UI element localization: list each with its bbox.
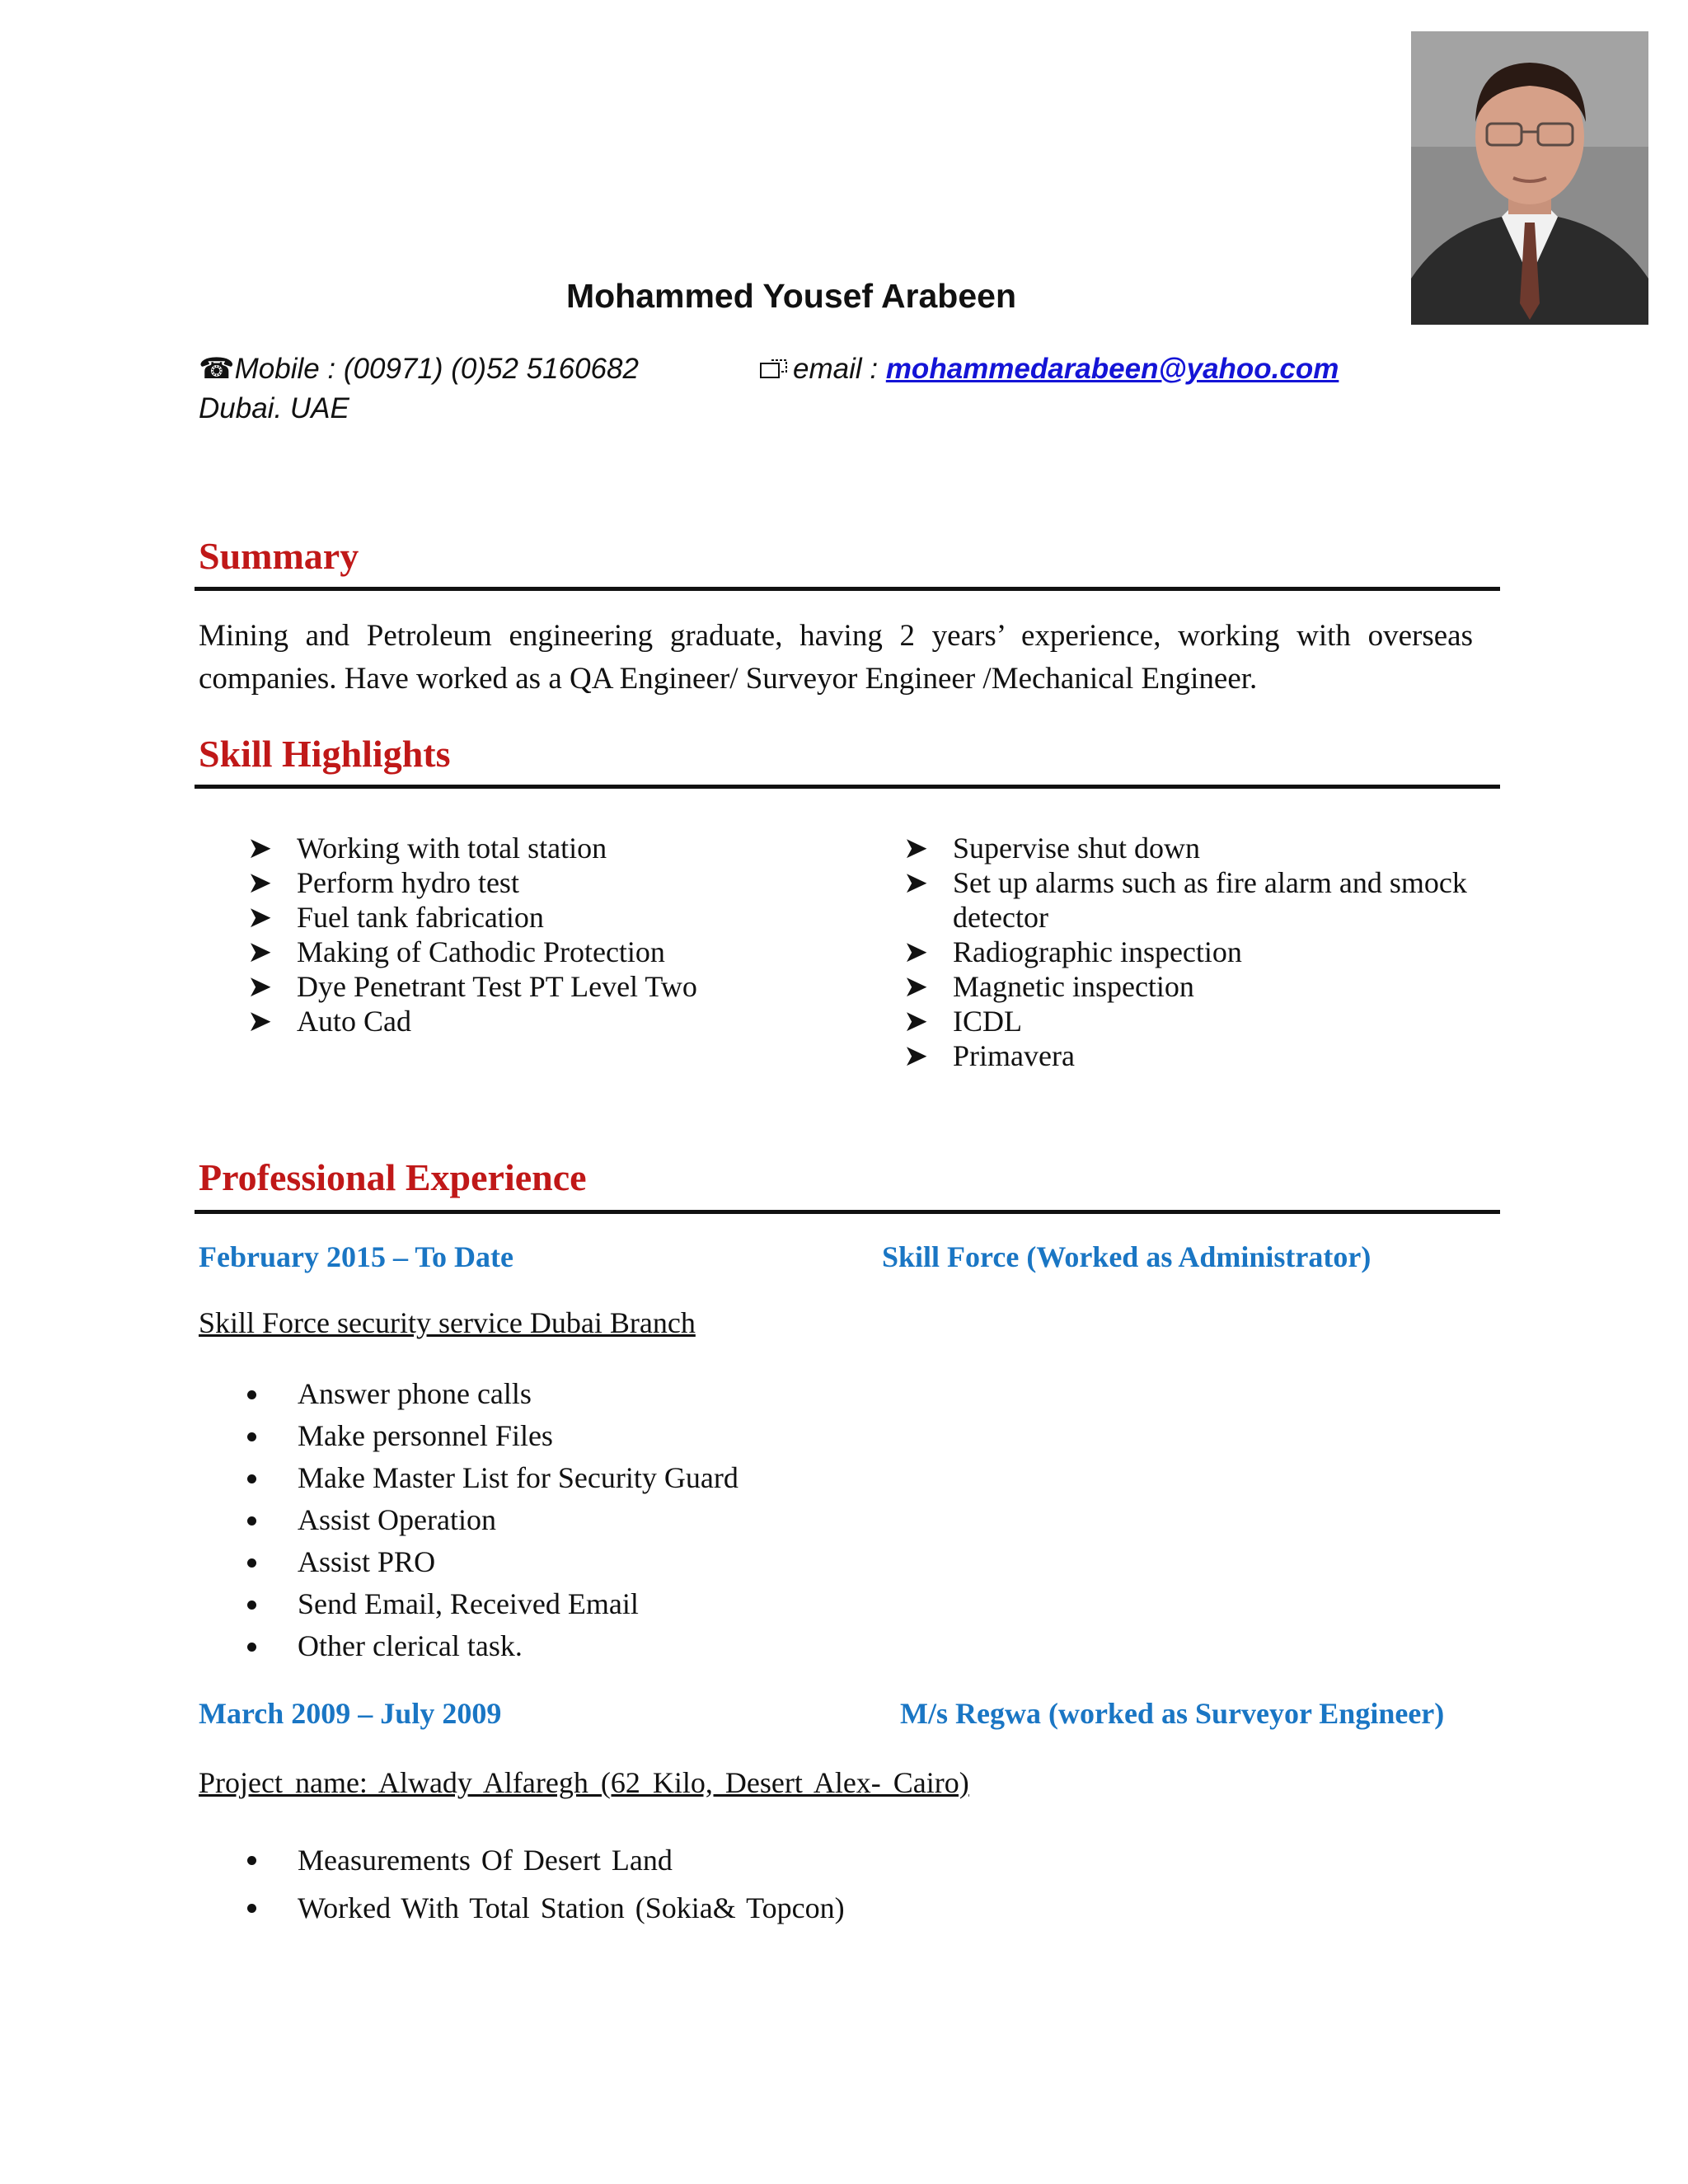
dot-bullet-icon <box>247 1432 256 1441</box>
dot-bullet-icon <box>247 1474 256 1483</box>
experience-divider <box>195 1210 1500 1214</box>
skill-item: ➤ Magnetic inspection <box>903 970 1194 1003</box>
arrow-bullet-icon: ➤ <box>903 935 929 968</box>
summary-text: Mining and Petroleum engineering graduate, having 2 years’ experience, working with overseas companies. Have worked as a QA Engineer/ Surveyor Engineer /Mechanical Engineer. <box>199 619 1473 696</box>
arrow-bullet-icon: ➤ <box>903 866 929 899</box>
dot-bullet-icon <box>247 1558 256 1568</box>
arrow-bullet-icon: ➤ <box>247 832 273 865</box>
experience-heading: Professional Experience <box>199 1156 587 1198</box>
arrow-bullet-icon: ➤ <box>903 1039 929 1072</box>
duty-item: Assist Operation <box>199 1499 1270 1541</box>
skills-left-list <box>247 831 857 1038</box>
duty-item: Measurements Of Desert Land <box>199 1836 1270 1884</box>
mobile-contact <box>199 353 639 386</box>
dot-bullet-icon <box>247 1643 256 1652</box>
email-contact <box>760 353 1339 386</box>
skill-item: ➤ Dye Penetrant Test PT Level Two <box>247 970 697 1003</box>
mobile-number: Mobile : (00971) (0)52 5160682 <box>234 353 639 385</box>
skill-item: ➤ Supervise shut down <box>903 832 1200 865</box>
summary-heading: Summary <box>199 535 359 577</box>
skills-right-list <box>903 831 1497 1073</box>
location: Dubai. UAE <box>199 392 349 424</box>
dot-bullet-icon <box>247 1856 256 1865</box>
duty-item: Make Master List for Security Guard <box>199 1457 1270 1499</box>
skill-item: ➤ Perform hydro test <box>247 866 519 899</box>
envelope-icon <box>760 353 793 386</box>
job-date: February 2015 – To Date <box>199 1240 513 1273</box>
arrow-bullet-icon: ➤ <box>247 1005 273 1038</box>
job-duties-list <box>199 1836 1270 1932</box>
duty-item: Make personnel Files <box>199 1415 1270 1457</box>
dot-bullet-icon <box>247 1904 256 1913</box>
duty-item: Worked With Total Station (Sokia& Topcon) <box>199 1884 1270 1932</box>
dot-bullet-icon <box>247 1516 256 1526</box>
arrow-bullet-icon: ➤ <box>903 970 929 1003</box>
dot-bullet-icon <box>247 1601 256 1610</box>
arrow-bullet-icon: ➤ <box>903 1005 929 1038</box>
arrow-bullet-icon: ➤ <box>903 832 929 865</box>
arrow-bullet-icon: ➤ <box>247 866 273 899</box>
arrow-bullet-icon: ➤ <box>247 970 273 1003</box>
email-label: email : <box>793 353 886 385</box>
duty-item: Answer phone calls <box>199 1373 1270 1415</box>
job-company: Skill Force (Worked as Administrator) <box>882 1240 1372 1273</box>
job-duties-list <box>199 1373 1270 1667</box>
telephone-icon: ☎ <box>199 353 235 385</box>
skill-item: ➤ Working with total station <box>247 832 607 865</box>
duty-item: Assist PRO <box>199 1541 1270 1583</box>
skill-item: ➤ Set up alarms such as fire alarm and smock detector <box>903 866 1467 934</box>
skill-item: ➤ Making of Cathodic Protection <box>247 935 665 968</box>
skills-heading: Skill Highlights <box>199 733 451 775</box>
job-date: March 2009 – July 2009 <box>199 1697 502 1730</box>
skills-divider <box>195 785 1500 789</box>
skill-item: ➤ Primavera <box>903 1039 1075 1072</box>
dot-bullet-icon <box>247 1390 256 1399</box>
job-project: Skill Force security service Dubai Branch <box>199 1306 696 1339</box>
arrow-bullet-icon: ➤ <box>247 935 273 968</box>
job-company: M/s Regwa (worked as Surveyor Engineer) <box>900 1697 1445 1730</box>
email-link[interactable]: mohammedarabeen@yahoo.com <box>885 353 1339 385</box>
arrow-bullet-icon: ➤ <box>247 901 273 934</box>
skill-item: ➤ Auto Cad <box>247 1005 411 1038</box>
skill-item: ➤ Fuel tank fabrication <box>247 901 544 934</box>
candidate-name: Mohammed Yousef Arabeen <box>565 277 1017 315</box>
skill-item: ➤ Radiographic inspection <box>903 935 1242 968</box>
skill-item: ➤ ICDL <box>903 1005 1022 1038</box>
duty-item: Other clerical task. <box>199 1625 1270 1667</box>
summary-divider <box>195 587 1500 591</box>
duty-item: Send Email, Received Email <box>199 1583 1270 1625</box>
job-project: Project name: Alwady Alfaregh (62 Kilo, Desert Alex- Cairo) <box>199 1766 969 1799</box>
